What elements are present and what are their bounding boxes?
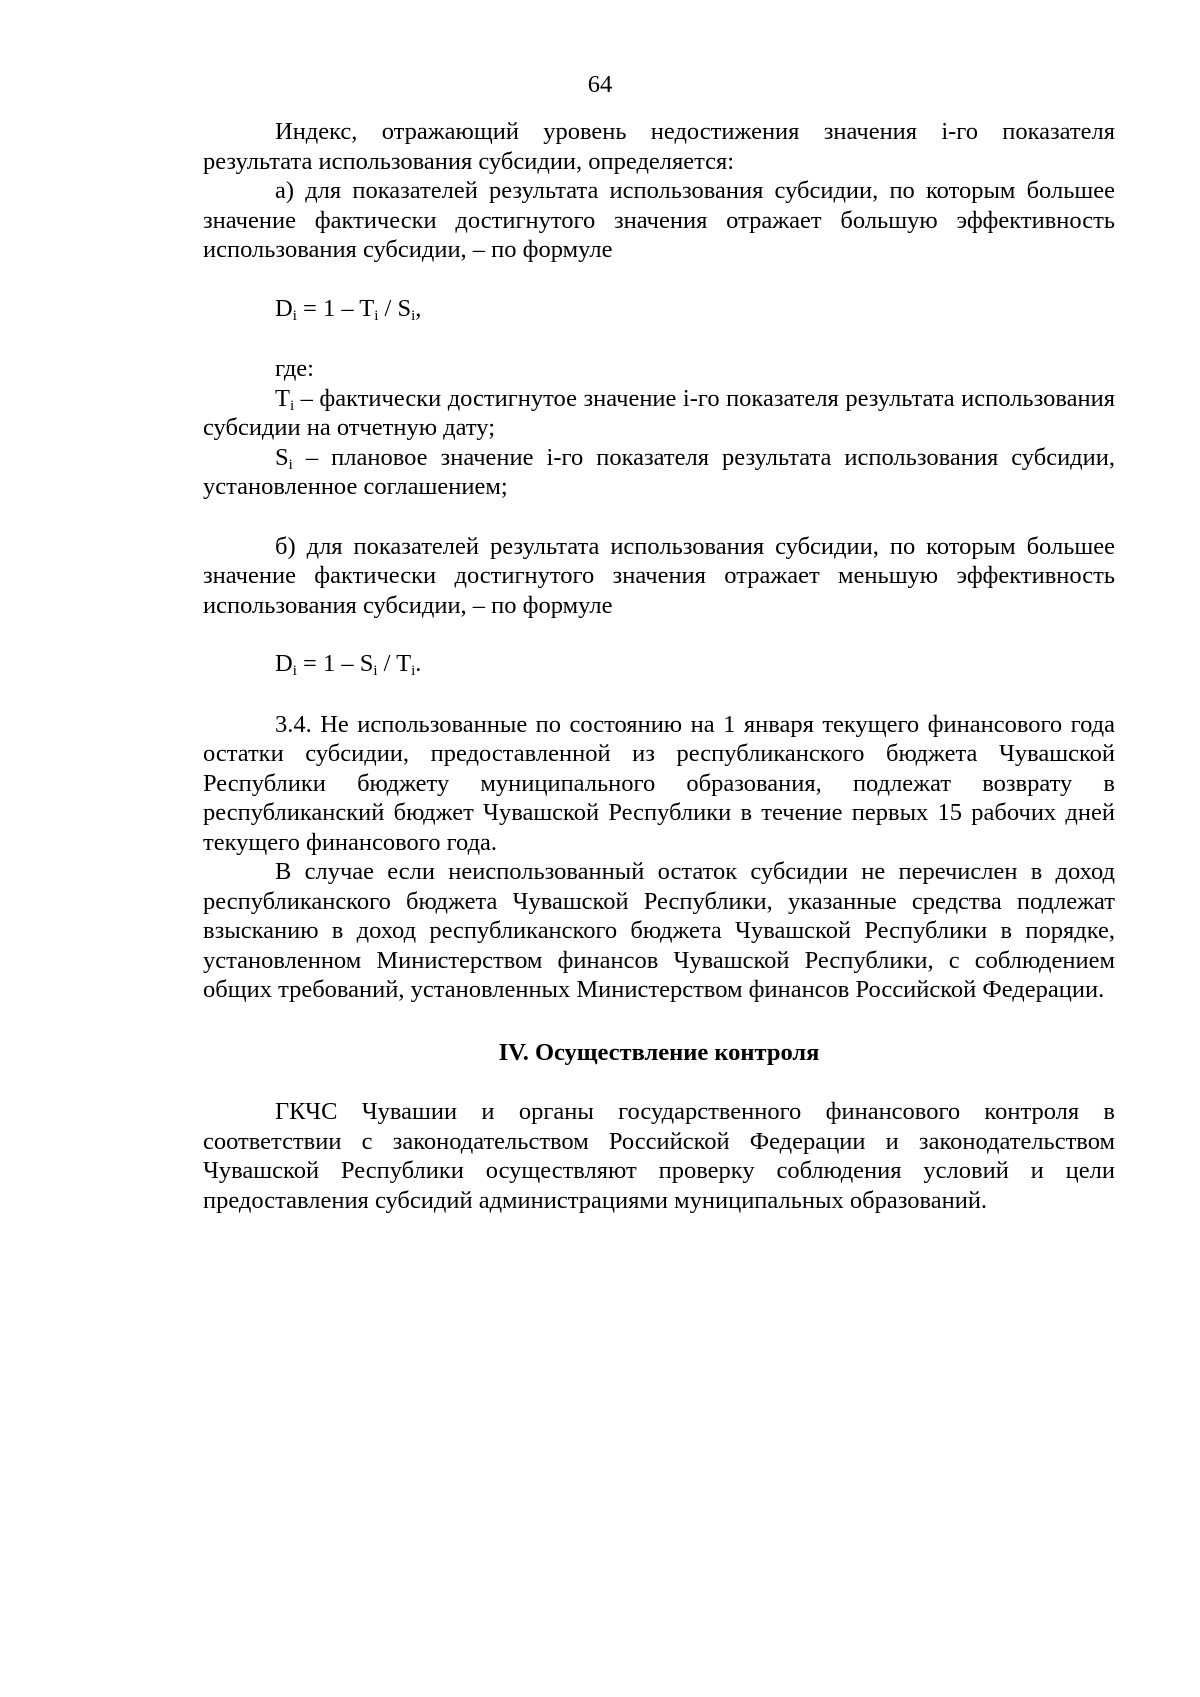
formula-b-mid: = 1 – S bbox=[296, 650, 374, 677]
formula-a-sub-2: i bbox=[374, 307, 379, 324]
section-iv-heading: IV. Осуществление контроля bbox=[498, 1038, 820, 1066]
formula-a bbox=[203, 294, 1115, 324]
formula-a-end: , bbox=[415, 294, 422, 322]
formula-a-d: D bbox=[275, 294, 293, 322]
page-number: 64 bbox=[587, 71, 613, 98]
formula-b-sub-2: i bbox=[373, 663, 378, 679]
si-symbol: S bbox=[275, 443, 289, 471]
formula-b-end: . bbox=[415, 650, 422, 677]
formula-a-mid: = 1 – T bbox=[296, 294, 375, 322]
ti-subscript: i bbox=[289, 397, 295, 414]
si-text: – плановое значение i-го показателя результата использования субсидии, установленное соглашением; bbox=[203, 443, 1115, 500]
paragraph-3-4: 3.4. Не использованные по состоянию на 1 января текущего финансового года остатки субсидии, предоставленной из республиканского бюджета Чувашской Республики бюджету муниципального образования, подлежат возврату в республиканский бюджет Чувашской Республики в течение первых 15 рабочих дней текущего финансового года. bbox=[203, 710, 1115, 856]
section-iv-paragraph: ГКЧС Чувашии и органы государственного финансового контроля в соответствии с законодательством Российской Федерации и законодательством Чувашской Республики осуществляют проверку соблюдения условий и цели предоставления субсидий администрациями муниципальных образований. bbox=[203, 1098, 1115, 1214]
case-a-paragraph: а) для показателей результата использования субсидии, по которым большее значение фактически достигнутого значения отражает большую эффективность использования субсидии, – по формуле bbox=[203, 177, 1115, 263]
paragraph-3-4-continuation: В случае если неиспользованный остаток субсидии не перечислен в доход республиканского бюджета Чувашской Республики, указанные средства подлежат взысканию в доход республиканского бюджета Чувашской Республики в порядке, установленном Министерством финансов Чувашской Республики, с соблюдением общих требований, установленных Министерством финансов Российской Федерации. bbox=[203, 858, 1115, 1003]
ti-symbol: T bbox=[275, 384, 290, 412]
si-definition bbox=[203, 443, 1115, 502]
si-subscript: i bbox=[288, 456, 293, 473]
intro-paragraph: Индекс, отражающий уровень недостижения значения i-го показателя результата использования субсидии, определяется: bbox=[203, 118, 1115, 175]
ti-definition bbox=[203, 384, 1115, 443]
formula-b-slash: / T bbox=[377, 650, 412, 677]
document-body bbox=[203, 117, 1115, 1215]
formula-b-d: D bbox=[275, 650, 293, 677]
case-b-paragraph: б) для показателей результата использования субсидии, по которым большее значение фактически достигнутого значения отражает меньшую эффективность использования субсидии, – по формуле bbox=[203, 532, 1115, 619]
formula-b-sub-1: i bbox=[292, 663, 297, 679]
formula-a-sub-3: i bbox=[411, 307, 416, 324]
where-label: где: bbox=[275, 355, 314, 382]
ti-text: – фактически достигнутое значение i-го показателя результата использования субсидии на отчетную дату; bbox=[203, 384, 1115, 441]
formula-a-slash: / S bbox=[378, 294, 412, 322]
formula-b bbox=[203, 649, 1115, 679]
formula-a-sub-1: i bbox=[292, 307, 297, 324]
formula-b-sub-3: i bbox=[411, 663, 416, 679]
